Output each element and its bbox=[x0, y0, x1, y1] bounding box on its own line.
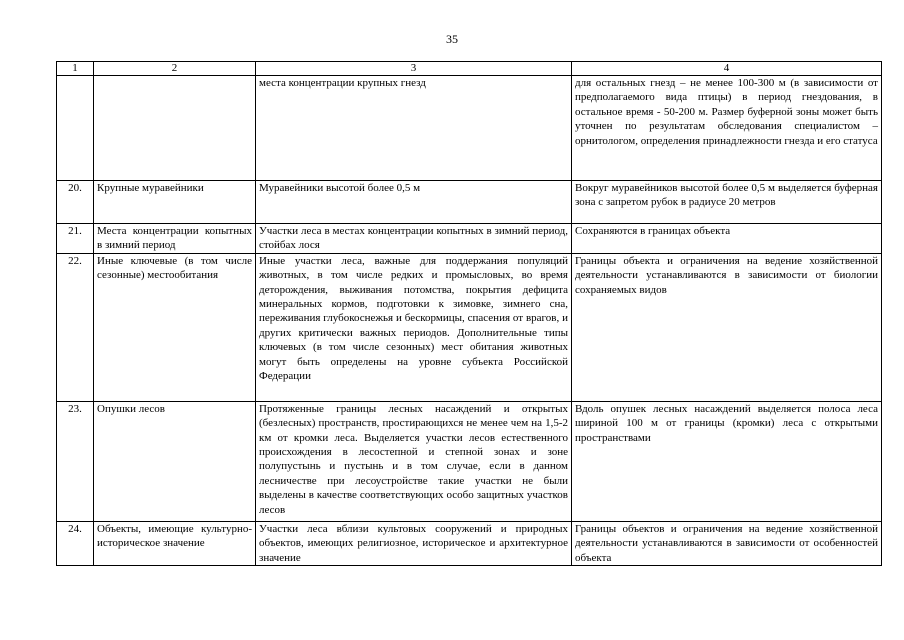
column-number-3: 3 bbox=[256, 62, 572, 76]
protection-measures-cell: для остальных гнезд – не менее 100-300 м (в зависимости от предполагаемого вида птицы) в период гнездования, в остальное время - 50-200 м. Размер буферной зоны может быть уточнен по результатам обследования специалистом – орнитологом, определения принадлежности гнезда и его статуса bbox=[572, 76, 882, 181]
object-description-cell: места концентрации крупных гнезд bbox=[256, 76, 572, 181]
table-row bbox=[57, 76, 882, 181]
row-number: 20. bbox=[57, 181, 94, 224]
table-row bbox=[57, 521, 882, 565]
table-row bbox=[57, 253, 882, 401]
page-number: 35 bbox=[446, 32, 458, 46]
protection-measures-cell: Вокруг муравейников высотой более 0,5 м выделяется буферная зона с запретом рубок в радиусе 20 метров bbox=[572, 181, 882, 224]
row-number: 22. bbox=[57, 253, 94, 401]
object-description-cell: Участки леса в местах концентрации копытных в зимний период, стойбах лося bbox=[256, 224, 572, 254]
column-number-header-row bbox=[57, 62, 882, 76]
protection-measures-cell: Границы объекта и ограничения на ведение хозяйственной деятельности устанавливаются в зависимости от биологии сохраняемых видов bbox=[572, 253, 882, 401]
row-number: 23. bbox=[57, 401, 94, 521]
protected-areas-table bbox=[56, 61, 882, 566]
object-name-cell: Иные ключевые (в том числе сезонные) местообитания bbox=[94, 253, 256, 401]
object-name-cell: Крупные муравейники bbox=[94, 181, 256, 224]
table-row bbox=[57, 401, 882, 521]
protection-measures-cell: Вдоль опушек лесных насаждений выделяется полоса леса шириной 100 м от границы (кромки) леса с открытыми пространствами bbox=[572, 401, 882, 521]
row-number: 21. bbox=[57, 224, 94, 254]
object-name-cell bbox=[94, 76, 256, 181]
object-name-cell: Места концентрации копытных в зимний период bbox=[94, 224, 256, 254]
protection-measures-cell: Сохраняются в границах объекта bbox=[572, 224, 882, 254]
object-name-cell: Объекты, имеющие культурно-историческое значение bbox=[94, 521, 256, 565]
object-description-cell: Муравейники высотой более 0,5 м bbox=[256, 181, 572, 224]
object-name-cell: Опушки лесов bbox=[94, 401, 256, 521]
column-number-2: 2 bbox=[94, 62, 256, 76]
object-description-cell: Иные участки леса, важные для поддержания популяций животных, в том числе редких и промысловых, во время деторождения, выживания потомства, покрытия дефицита минеральных кормов, подготовки к зимовке, зимнего сна, переживания глубокоснежья и бескормицы, спасения от врагов, и других критически важных периодов. Дополнительные типы ключевых (в том числе сезонных) мест обитания животных могут быть определены на уровне субъекта Российской Федерации bbox=[256, 253, 572, 401]
column-number-4: 4 bbox=[572, 62, 882, 76]
row-number bbox=[57, 76, 94, 181]
object-description-cell: Протяженные границы лесных насаждений и открытых (безлесных) пространств, простирающихся не менее чем на 1,5-2 км от кромки леса. Выделяется участки лесов естественного происхождения в лесостепной и степной зонах и зоне полупустынь и пустынь и в том случае, если в данном лесничестве при лесоустройстве такие участки не были выделены в качестве соответствующих особо защитных участков лесов bbox=[256, 401, 572, 521]
object-description-cell: Участки леса вблизи культовых сооружений и природных объектов, имеющих религиозное, историческое и архитектурное значение bbox=[256, 521, 572, 565]
column-number-1: 1 bbox=[57, 62, 94, 76]
protection-measures-cell: Границы объектов и ограничения на ведение хозяйственной деятельности устанавливаются в зависимости от особенностей объекта bbox=[572, 521, 882, 565]
table-row bbox=[57, 224, 882, 254]
table-row bbox=[57, 181, 882, 224]
row-number: 24. bbox=[57, 521, 94, 565]
